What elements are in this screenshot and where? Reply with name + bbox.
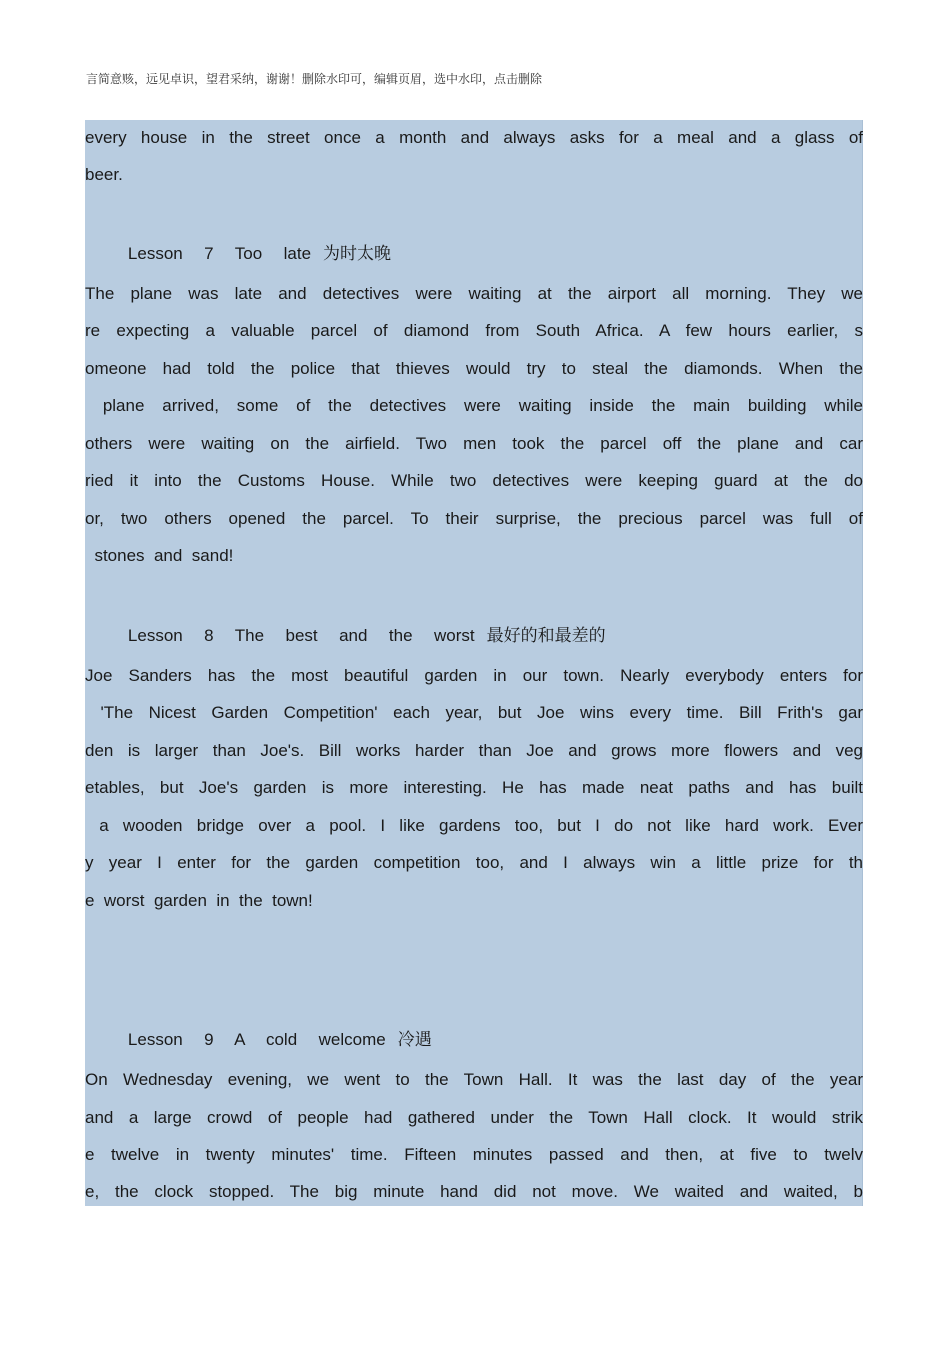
lesson-7-line: others were waiting on the airfield. Two men took the parcel off the plane and car: [85, 434, 863, 453]
lesson-8-line: Joe Sanders has the most beautiful garden in our town. Nearly everybody enters for: [85, 666, 863, 685]
lesson-8-line: den is larger than Joe's. Bill works harder than Joe and grows more flowers and veg: [85, 741, 863, 760]
lesson-9-heading: [85, 1010, 432, 1070]
lesson-9-line: On Wednesday evening, we went to the Town Hall. It was the last day of the year: [85, 1070, 863, 1089]
lesson-8-line: 'The Nicest Garden Competition' each year, but Joe wins every time. Bill Frith's gar: [85, 703, 863, 722]
lesson-7-line: plane arrived, some of the detectives were waiting inside the main building while: [85, 396, 863, 415]
lesson-7-line: The plane was late and detectives were waiting at the airport all morning. They we: [85, 284, 863, 303]
lesson-7-title-cn: 为时太晚: [323, 244, 392, 264]
lesson-7-line: stones and sand!: [85, 546, 234, 565]
lesson-8-title-cn: 最好的和最差的: [486, 626, 606, 646]
lesson-7-line: ried it into the Customs House. While two detectives were keeping guard at the do: [85, 471, 863, 490]
lesson-7-heading: [85, 224, 391, 284]
lesson-7-line: or, two others opened the parcel. To their surprise, the precious parcel was full of: [85, 509, 863, 528]
lesson-8-heading: [85, 606, 606, 666]
lesson-text-block: [85, 120, 863, 1206]
lesson-9-line: e, the clock stopped. The big minute hand did not move. We waited and waited, b: [85, 1182, 863, 1201]
lesson-9-title: Lesson 9 A cold welcome: [127, 1030, 386, 1049]
lesson-9-line: and a large crowd of people had gathered under the Town Hall clock. It would strik: [85, 1108, 863, 1127]
lesson-8-line: y year I enter for the garden competition too, and I always win a little prize for th: [85, 853, 863, 872]
lesson-8-line: a wooden bridge over a pool. I like gardens too, but I do not like hard work. Ever: [85, 816, 863, 835]
intro-line: every house in the street once a month and always asks for a meal and a glass of: [85, 128, 863, 147]
intro-line: beer.: [85, 165, 123, 184]
lesson-7-line: re expecting a valuable parcel of diamond from South Africa. A few hours earlier, s: [85, 321, 863, 340]
lesson-8-title: Lesson 8 The best and the worst: [127, 626, 475, 645]
lesson-7-line: omeone had told the police that thieves would try to steal the diamonds. When the: [85, 359, 863, 378]
lesson-7-title: Lesson 7 Too late: [127, 244, 312, 263]
lesson-9-title-cn: 冷遇: [397, 1030, 432, 1050]
lesson-8-line: e worst garden in the town!: [85, 891, 313, 910]
header-watermark-note: 言简意赅，远见卓识，望君采纳，谢谢！删除水印可，编辑页眉，选中水印，点击删除: [86, 72, 543, 86]
lesson-8-line: etables, but Joe's garden is more interesting. He has made neat paths and has built: [85, 778, 863, 797]
lesson-9-line: e twelve in twenty minutes' time. Fifteen minutes passed and then, at five to twelv: [85, 1145, 863, 1164]
